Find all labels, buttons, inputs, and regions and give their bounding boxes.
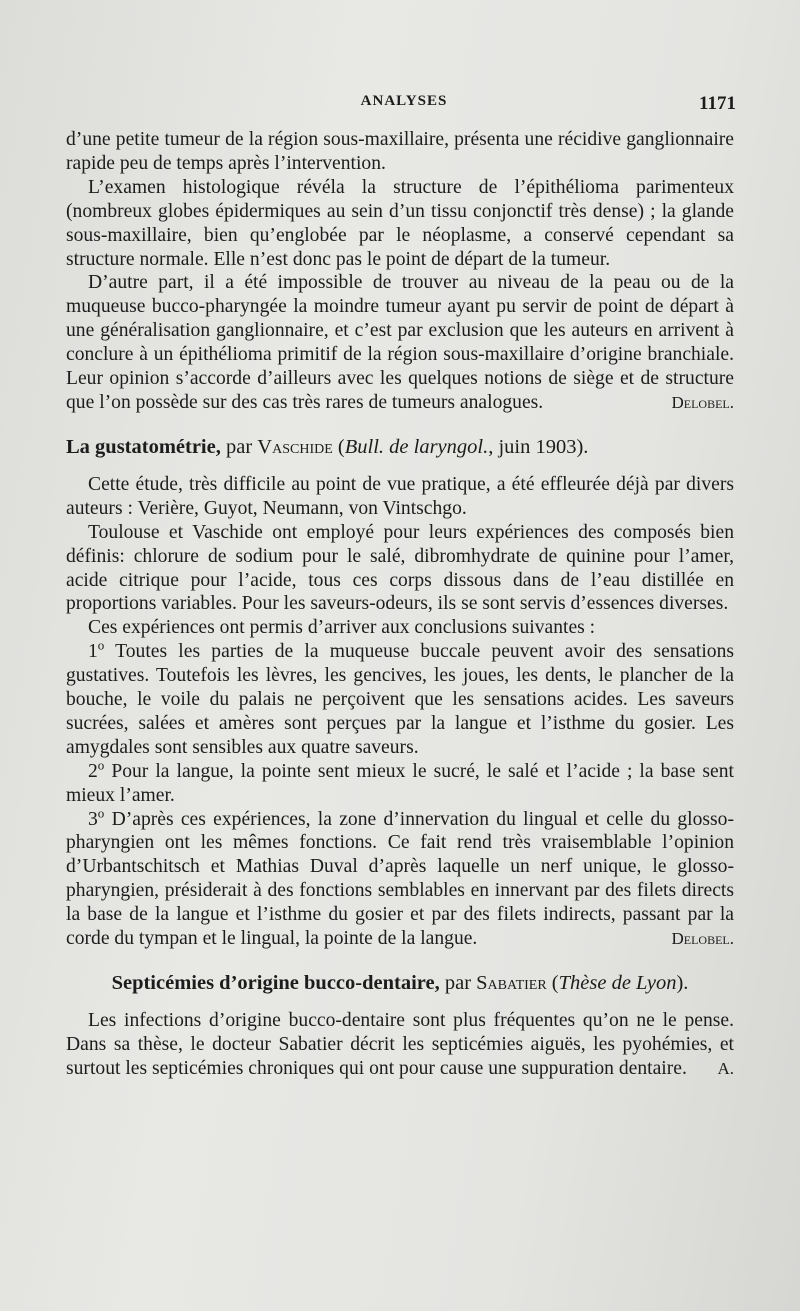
ordinal-mark: o <box>97 757 105 773</box>
running-head <box>72 93 736 117</box>
article-title: La gustatométrie, <box>66 435 221 458</box>
article-title: Septicémies d’origine bucco-dentaire, <box>111 972 440 995</box>
ref-open: ( <box>546 972 559 995</box>
page-number: 1171 <box>699 93 736 114</box>
paragraph: D’autre part, il a été impossible de trouver au niveau de la peau ou de la muqueuse bucco-pharyngée la moindre tumeur ayant pu servir de point de départ à une généralisation ganglionnaire, et c’est par exclusion que les auteurs en arrivent à conclure à un épithélioma primitif de la région sous-maxillaire d’origine branchiale. Leur opinion s’accorde d’ailleurs avec les quelques notions de siège et de structure que l’on possède sur des cas très rares de tumeurs analogues. <box>66 272 734 413</box>
signature: Delobel. <box>671 392 734 412</box>
paragraph: L’examen histologique révéla la structure de l’épithélioma parimenteux (nombreux globes épidermiques au sein d’un tissu conjonctif très dense) ; la glande sous-maxillaire, bien qu’englobée par le néoplasme, a conservé cependant sa structure normale. Elle n’est donc pas le point de départ de la tumeur. <box>66 176 734 270</box>
paragraph: Toulouse et Vaschide ont employé pour leurs expériences des composés bien définis: chlorure de sodium pour le salé, dibromhydrate de quinine pour l’amer, acide citrique pour l’acide, tous ces corps dissous dans de l’eau distillée en proportions variables. Pour les saveurs-odeurs, ils se sont servis d’essences diverses. <box>66 521 734 615</box>
paragraph: Ces expériences ont permis d’arriver aux conclusions suivantes : <box>88 617 596 639</box>
numbered-paragraph <box>66 637 734 760</box>
by-word: par <box>439 972 477 995</box>
item-number: 2 <box>88 760 98 782</box>
body-text <box>66 128 734 1081</box>
paragraph: Les infections d’origine bucco-dentaire sont plus fréquentes qu’on ne le pense. Dans sa thèse, le docteur Sabatier décrit les septicémies aiguës, les pyohémies, et surtout les septicémies chroniques qui ont pour cause une suppuration dentaire. <box>66 1010 734 1079</box>
ref-close: ). <box>676 972 689 995</box>
item-number: 1 <box>88 641 98 663</box>
numbered-paragraph <box>66 757 734 808</box>
paragraph: d’une petite tumeur de la région sous-maxillaire, présenta une récidive ganglionnaire rapide peu de temps après l’intervention. <box>66 129 734 174</box>
running-title: ANALYSES <box>360 93 448 109</box>
thesis-reference: Thèse de Lyon <box>558 972 677 995</box>
signature: Delobel. <box>671 929 734 949</box>
item-text: Toutes les parties de la muqueuse buccale peuvent avoir des sensations gustatives. Toutefois les lèvres, les gencives, les joues, les dents, le plancher de la bouche, le voile du palais ne perçoivent que les sensations acides. Les saveurs sucrées, salées et amères sont perçues par la langue et l’isthme du gosier. Les amygdales sont sensibles aux quatre saveurs. <box>66 641 734 758</box>
article-author: Sabatier <box>476 972 547 995</box>
item-number: 3 <box>88 808 98 830</box>
signature: A. <box>717 1058 734 1078</box>
ref-open: ( <box>332 435 345 458</box>
article-author: Vaschide <box>257 435 333 458</box>
paragraph: Cette étude, très difficile au point de vue pratique, a été effleurée déjà par divers auteurs : Verière, Guyot, Neumann, von Vintschgo. <box>66 473 734 519</box>
journal-name: Bull. de laryngol. <box>344 435 489 458</box>
article-heading <box>66 971 734 995</box>
article-heading <box>66 435 734 459</box>
item-text: D’après ces expériences, la zone d’innervation du lingual et celle du glosso-pharyngien ont les mêmes fonctions. Ce fait rend très vraisemblable l’opinion d’Urbantschitsch et Mathias Duval d’après laquelle un nerf unique, le glosso-pharyngien, présiderait à des fonctions semblables en innervant par des filets directs la base de la langue et l’isthme du gosier et par des filets indirects, passant par la corde du tympan et le lingual, la pointe de la langue. <box>66 808 734 950</box>
ordinal-mark: o <box>97 637 105 653</box>
ref-close: , juin 1903). <box>488 435 589 458</box>
ordinal-mark: o <box>97 805 105 821</box>
item-text: Pour la langue, la pointe sent mieux le sucré, le salé et l’acide ; la base sent mieux l’amer. <box>66 760 734 806</box>
by-word: par <box>220 435 258 458</box>
